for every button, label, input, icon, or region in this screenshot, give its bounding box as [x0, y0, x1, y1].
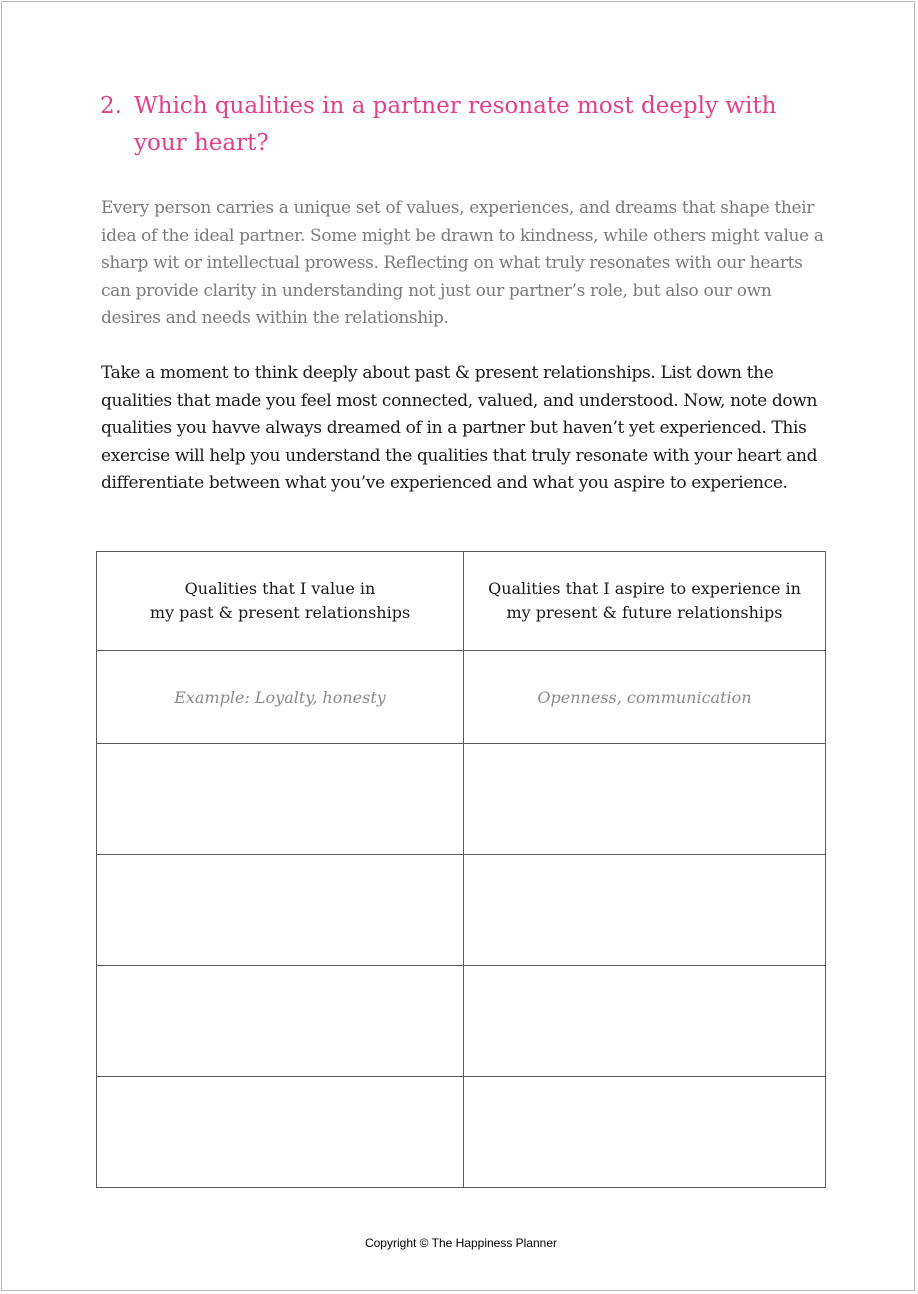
- qualities-table: [96, 551, 826, 1188]
- intro-paragraph: Every person carries a unique set of values, experiences, and dreams that shape their idea of the ideal partner. Some might be drawn to kindness, while others might value a sharp wit or intellectual prowess. Reflecting on what truly resonates with our hearts can provide clarity in understanding not just our partner’s role, but also our own desires and needs within the relationship.: [101, 198, 824, 328]
- question-number: 2.: [100, 93, 122, 119]
- entry-cell-left[interactable]: [97, 744, 464, 855]
- header-past-present: [97, 552, 464, 651]
- header-past-present-line1: Qualities that I value in: [184, 579, 376, 598]
- table-row: [97, 744, 826, 855]
- worksheet-page: [1, 1, 915, 1291]
- header-past-present-line2: my past & present relationships: [149, 603, 411, 622]
- entry-cell-right[interactable]: [464, 855, 826, 966]
- question-text: Which qualities in a partner resonate most deeply with your heart?: [134, 93, 777, 156]
- entry-cell-right[interactable]: [464, 966, 826, 1077]
- table-row: [97, 1077, 826, 1188]
- entry-cell-right[interactable]: [464, 744, 826, 855]
- question-heading: [100, 88, 820, 162]
- header-present-future-line1: Qualities that I aspire to experience in: [488, 579, 801, 598]
- table-header-row: [97, 552, 826, 651]
- header-present-future: [464, 552, 826, 651]
- copyright-footer: Copyright © The Happiness Planner: [364, 1236, 558, 1250]
- table-row: [97, 966, 826, 1077]
- entry-cell-left[interactable]: [97, 855, 464, 966]
- example-cell-right: Openness, communication: [464, 651, 826, 744]
- example-cell-left: Example: Loyalty, honesty: [97, 651, 464, 744]
- example-row: [97, 651, 826, 744]
- instructions-paragraph: Take a moment to think deeply about past & present relationships. List down the qualities that made you feel most connected, valued, and understood. Now, note down qualities you havve always dreamed of in a partner but haven’t yet experienced. This exercise will help you understand the qualities that truly resonate with your heart and differentiate between what you’ve experienced and what you aspire to experience.: [101, 363, 818, 493]
- table-row: [97, 855, 826, 966]
- header-present-future-line2: my present & future relationships: [506, 603, 783, 622]
- entry-cell-left[interactable]: [97, 966, 464, 1077]
- entry-cell-left[interactable]: [97, 1077, 464, 1188]
- entry-cell-right[interactable]: [464, 1077, 826, 1188]
